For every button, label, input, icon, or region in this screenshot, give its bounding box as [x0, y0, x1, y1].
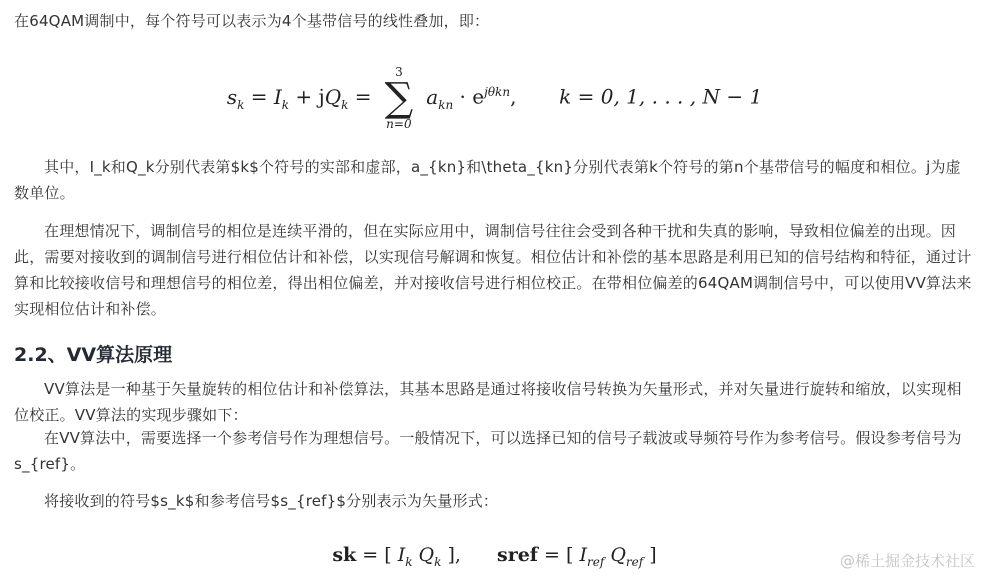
vector-sk: sk — [332, 544, 357, 566]
vector-sref: sref — [497, 544, 538, 566]
summation-sign: 3 ∑ n=0 — [384, 65, 414, 132]
paragraph-vector-form: 将接收到的符号$s_k$和参考信号$s_{ref}$分别表示为矢量形式： — [44, 492, 499, 510]
formula-q-term: $Q_k$ — [324, 84, 349, 112]
paragraph-definitions: 其中，I_k和Q_k分别代表第$k$个符号的实部和虚部，a_{kn}和\theta_{kn}分别代表第k个符号的第n个基带信号的幅度和相位。j为虚数单位。 — [14, 158, 961, 202]
formula-exponent: jθkn — [484, 85, 511, 99]
formula-i-term: $I_k$ — [273, 84, 290, 112]
intro-paragraph: 在64QAM调制中，每个符号可以表示为4个基带信号的线性叠加，即： — [14, 12, 490, 30]
paragraph-vv-principle: VV算法是一种基于矢量旋转的相位估计和补偿算法，其基本思路是通过将接收信号转换为矢量形式，并对矢量进行旋转和缩放，以实现相位校正。VV算法的实现步骤如下： — [14, 380, 962, 424]
formula-symbol-sum: $s_k = I_k + jQ_k$ = 3 ∑ n=0 $a_{kn} \cdot e^{j\theta kn}$, k = 0, 1, . . . , N − 1 — [226, 65, 763, 132]
formula-lhs: $s_k$ — [226, 84, 245, 112]
formula-vectors: sk = [ $I_k$ $Q_k$ ], sref = [ $I_{ref}$ $Q_{ref}$ ] — [332, 544, 657, 569]
formula-k-range: k = 0, 1, . . . , N − 1 — [559, 84, 763, 109]
paragraph-reference-signal: 在VV算法中，需要选择一个参考信号作为理想信号。一般情况下，可以选择已知的信号子载波或导频符号作为参考信号。假设参考信号为s_{ref}。 — [14, 429, 962, 473]
section-heading: 2.2、VV算法原理 — [14, 344, 173, 366]
paragraph-phase-deviation: 在理想情况下，调制信号的相位是连续平滑的，但在实际应用中，调制信号往往会受到各种干扰和失真的影响，导致相位偏差的出现。因此，需要对接收到的调制信号进行相位估计和补偿，以实现信号解调和恢复。相位估计和补偿的基本思路是利用已知的信号结构和特征，通过计算和比较接收信号和理想信号的相位差，得出相位偏差，并对接收信号进行相位校正。在带相位偏差的64QAM调制信号中，可以使用VV算法来实现相位估计和补偿。 — [14, 222, 972, 318]
watermark: @稀土掘金技术社区 — [839, 552, 975, 570]
formula-a-term: $a_{kn}$ — [426, 84, 454, 112]
